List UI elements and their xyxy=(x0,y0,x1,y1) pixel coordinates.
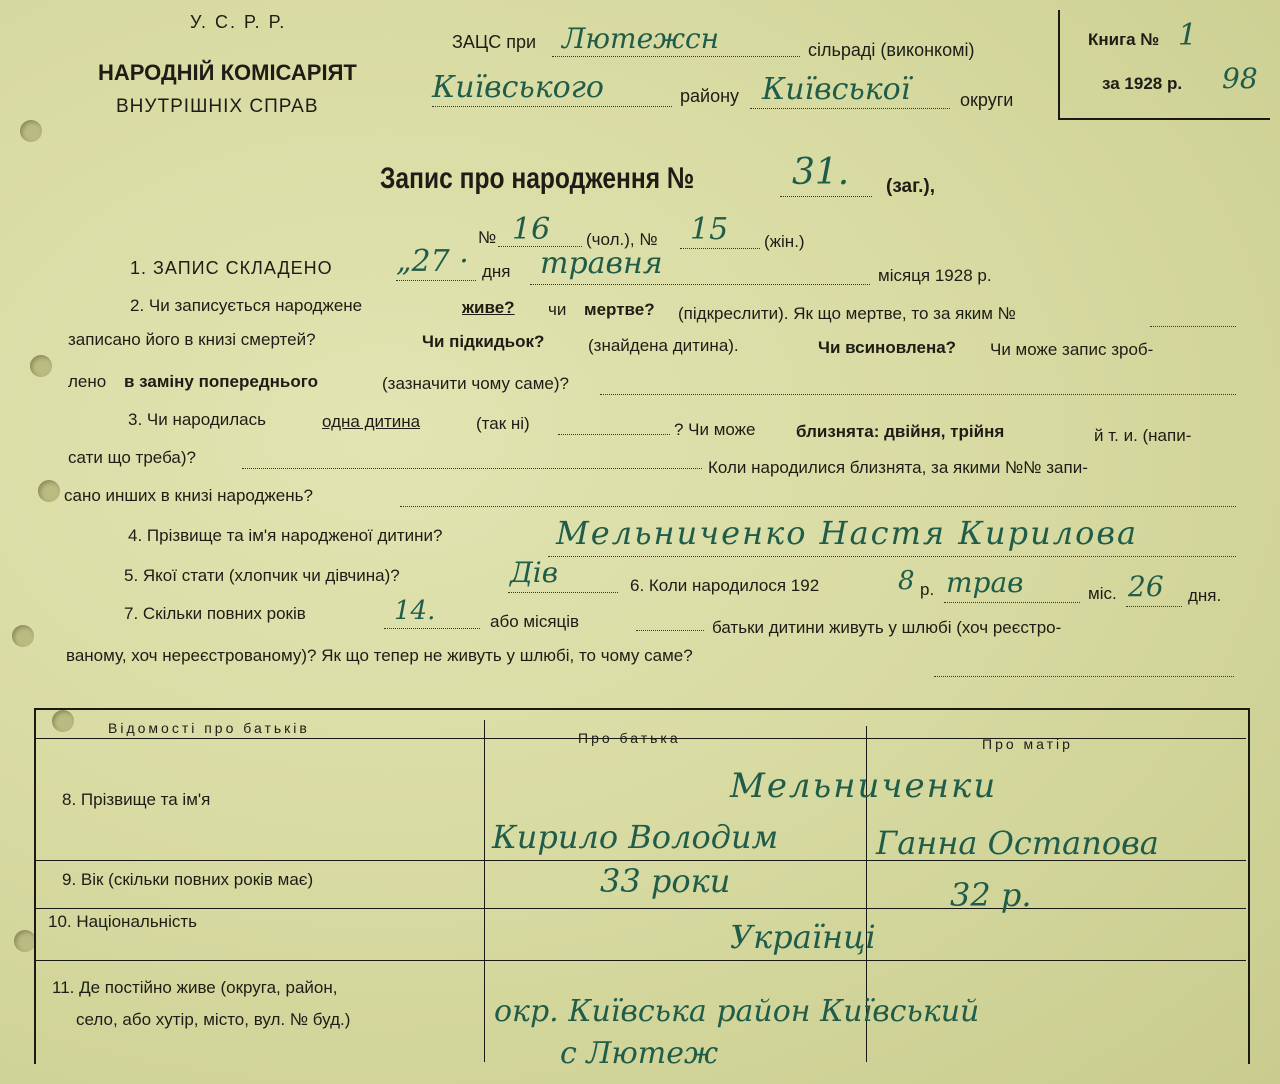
q3-line1-a: 3. Чи народилась xyxy=(128,410,266,429)
q6-day-line xyxy=(1126,606,1182,607)
punch-hole xyxy=(30,355,52,377)
table-row-divider xyxy=(36,908,1246,909)
table-row11-label-1: 11. Де постійно живе (округа, район, xyxy=(52,978,338,997)
internal-affairs-heading: ВНУТРІШНІХ СПРАВ xyxy=(116,96,319,117)
table-father-name-handwriting: Кирило Володим xyxy=(492,818,779,856)
punch-hole xyxy=(20,120,42,142)
q7-line1-a: 7. Скільки повних років xyxy=(124,604,306,623)
q1-day-handwriting: „27 · xyxy=(396,244,469,279)
punch-hole xyxy=(14,930,36,952)
record-number-handwriting: 31. xyxy=(792,152,850,193)
district-line xyxy=(432,106,672,107)
q2-line2-a: записано його в книзі смертей? xyxy=(68,330,316,349)
book-year-label: за 1928 р. xyxy=(1102,74,1183,93)
q3-line1-c: ? Чи може xyxy=(674,420,756,439)
book-year-handwriting: 98 xyxy=(1222,62,1258,95)
q4-label: 4. Прізвище та ім'я народженої дитини? xyxy=(128,526,443,545)
q3-line2-a: сати що треба)? xyxy=(68,448,196,467)
q3-line1-d: й т. и. (напи- xyxy=(1094,426,1192,445)
q6-month-label: міс. xyxy=(1088,584,1117,603)
q2-alive: живе? xyxy=(462,298,515,317)
q2-line1-a: 2. Чи записується народжене xyxy=(130,296,363,315)
book-number-handwriting: 1 xyxy=(1178,18,1198,53)
zags-prefix: ЗАЦС при xyxy=(452,32,537,52)
okrug-handwriting: Київської xyxy=(762,72,911,107)
q3-one-child: одна дитина xyxy=(322,412,421,431)
q6-r-label: р. xyxy=(920,580,935,599)
table-mother-age-handwriting: 32 р. xyxy=(950,876,1032,914)
table-row8-label: 8. Прізвище та ім'я xyxy=(62,790,211,809)
punch-hole xyxy=(38,480,60,502)
zags-village-handwriting: Лютежсн xyxy=(562,22,720,55)
record-title: Запис про народження № xyxy=(380,162,695,195)
q6-label: 6. Коли народилося 192 xyxy=(630,576,820,595)
q1-label: 1. ЗАПИС СКЛАДЕНО xyxy=(130,258,333,278)
q4-child-name-handwriting: Мельниченко Настя Кирилова xyxy=(556,514,1139,552)
q3-line3-a: сано инших в книзі народжень? xyxy=(64,486,313,505)
punch-hole xyxy=(12,625,34,647)
q1-month-handwriting: травня xyxy=(540,246,663,281)
table-row11-label-2: село, або хутір, місто, вул. № буд.) xyxy=(76,1010,351,1029)
q1-day-label: дня xyxy=(482,262,511,281)
zags-village-line xyxy=(552,56,800,57)
table-header-father: Про батька xyxy=(578,730,681,746)
table-father-age-handwriting: 33 роки xyxy=(600,862,731,900)
q5-label: 5. Якої стати (хлопчик чи дівчина)? xyxy=(124,566,400,585)
table-residence-handwriting-1: окр. Київська район Київський xyxy=(494,994,980,1029)
commissariat-heading: НАРОДНІЙ КОМІСАРІЯТ xyxy=(98,60,357,85)
record-total-suffix: (заг.), xyxy=(886,176,935,197)
q2-foundling: Чи підкидьок? xyxy=(422,332,545,351)
q4-name-line xyxy=(548,556,1236,557)
q6-year-handwriting: 8 xyxy=(898,566,915,596)
q7-line2: ваному, хоч нереєстрованому)? Як що тепер не живуть у шлюбі, то чому саме? xyxy=(66,646,693,665)
q7-reason-line xyxy=(934,676,1234,677)
table-residence-handwriting-2: с Лютеж xyxy=(560,1036,719,1071)
district-label: району xyxy=(680,86,740,106)
q1-month-line xyxy=(530,284,870,285)
q2-adopted: Чи всиновлена? xyxy=(818,338,957,357)
q3-other-line xyxy=(400,506,1236,507)
q2-replacement: в заміну попереднього xyxy=(124,372,318,391)
q6-day-handwriting: 26 xyxy=(1128,570,1164,603)
q1-day-line xyxy=(396,280,476,281)
male-number-handwriting: 16 xyxy=(512,212,551,247)
q2-line2-b: (знайдена дитина). xyxy=(588,336,739,355)
zags-suffix: сільраді (виконкомі) xyxy=(808,40,975,60)
q2-line2-c: Чи може запис зроб- xyxy=(990,340,1154,359)
table-header-mother: Про матір xyxy=(982,736,1073,752)
male-suffix: (чол.), № xyxy=(586,230,658,249)
q3-yesno-line xyxy=(558,434,670,435)
okrug-line xyxy=(750,108,950,109)
table-row10-label: 10. Національність xyxy=(48,912,197,931)
ussr-heading: У. С. Р. Р. xyxy=(190,12,287,32)
okrug-label: округи xyxy=(960,90,1014,110)
q6-day-label: дня. xyxy=(1188,586,1222,605)
q2-line1-b: чи xyxy=(548,300,567,319)
female-number-line xyxy=(680,248,760,249)
q3-line2-b: Коли народилися близнята, за якими №№ запи- xyxy=(708,458,1088,477)
q2-dead: мертве? xyxy=(584,300,655,319)
book-label: Книга № xyxy=(1088,30,1160,49)
table-surname-handwriting: Мельниченки xyxy=(730,766,998,806)
table-mother-name-handwriting: Ганна Остапова xyxy=(876,824,1159,862)
male-no-label: № xyxy=(478,228,497,247)
female-suffix: (жін.) xyxy=(764,232,805,251)
q7-line1-b: або місяців xyxy=(490,612,580,631)
q3-line1-b: (так ні) xyxy=(476,414,530,433)
q2-reason-line xyxy=(600,394,1236,395)
q3-twins: близнята: двійня, трійня xyxy=(796,422,1005,441)
q7-years-handwriting: 14. xyxy=(394,596,436,626)
q2-line3-a: лено xyxy=(68,372,107,391)
female-number-handwriting: 15 xyxy=(690,212,729,247)
q2-death-no-line xyxy=(1150,326,1236,327)
table-nationality-handwriting: Українці xyxy=(730,918,876,956)
q5-sex-handwriting: Дів xyxy=(510,556,559,589)
table-row9-label: 9. Вік (скільки повних років має) xyxy=(62,870,314,889)
q6-month-handwriting: трав xyxy=(946,566,1024,599)
q3-twins-line xyxy=(242,468,702,469)
q1-month-label: місяця 1928 р. xyxy=(878,266,992,285)
table-column-divider xyxy=(484,720,485,1062)
q7-line1-c: батьки дитини живуть у шлюбі (хоч реєстро- xyxy=(712,618,1062,637)
q6-month-line xyxy=(944,602,1080,603)
table-row-divider xyxy=(36,960,1246,961)
q7-years-line xyxy=(384,628,480,629)
q2-line3-b: (зазначити чому саме)? xyxy=(382,374,569,393)
record-number-line xyxy=(780,196,872,197)
q2-line1-c: (підкреслити). Як що мертве, то за яким № xyxy=(678,304,1016,323)
table-header-parents: Відомості про батьків xyxy=(108,720,310,736)
q7-months-line xyxy=(636,630,704,631)
q5-sex-line xyxy=(508,592,618,593)
district-handwriting: Київського xyxy=(432,70,604,105)
